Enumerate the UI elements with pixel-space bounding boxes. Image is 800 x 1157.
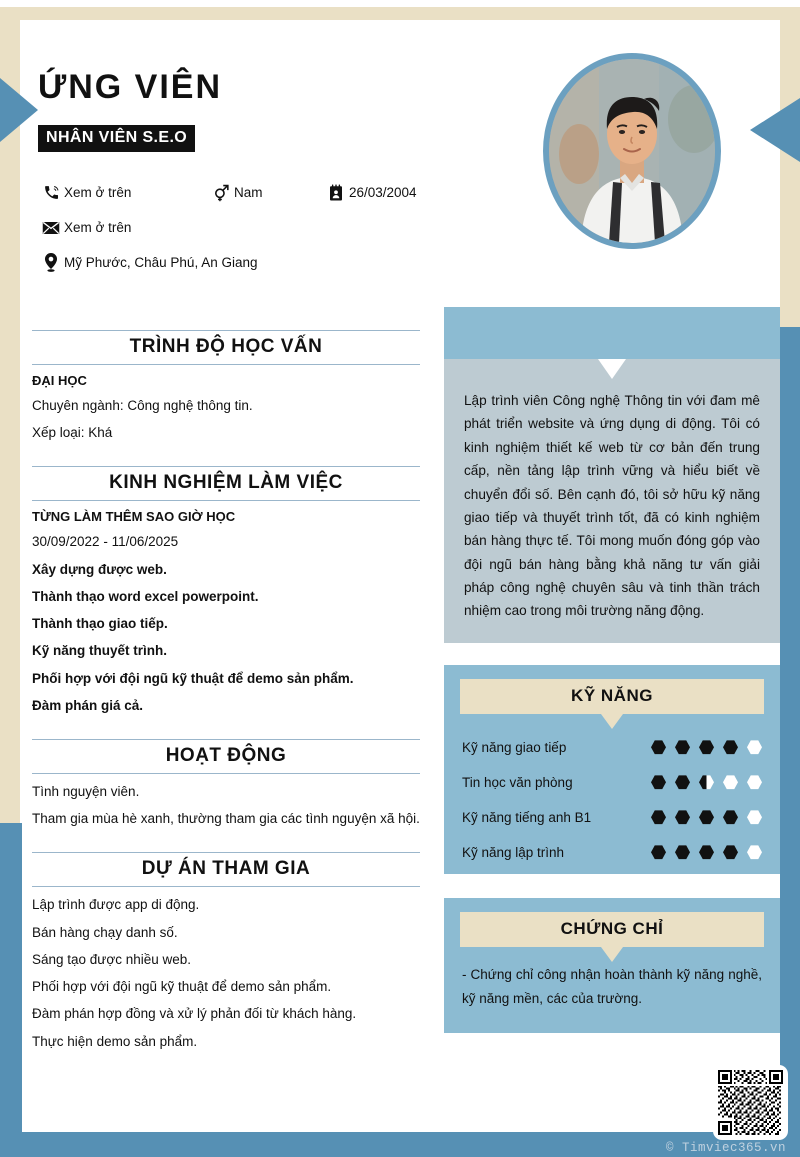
rating-hex-icon xyxy=(723,810,738,825)
contact-phone xyxy=(38,184,208,201)
contact-row-2 xyxy=(38,210,558,245)
job-title-badge: NHÂN VIÊN S.E.O xyxy=(38,125,195,152)
experience-date-range: 30/09/2022 - 11/06/2025 xyxy=(32,534,179,550)
objective-text: Lập trình viên Công nghệ Thông tin với đam mê phát triển website và ứng dụng di động. Tôi có kinh nghiệm thiết kế web từ cơ bản đến trung cấp, nền tảng lập trình vững và hiểu biết về chuyển đổi số. Bên cạnh đó, tôi sở hữu kỹ năng giao tiếp và thuyết trình tốt, đã có kinh nghiệm bán hàng thực tế. Tôi mong muốn đóng góp vào đội ngũ bán hàng bằng khả năng tư vấn giải pháp công nghệ chuyên sâu và tinh thần trách nhiệm cao trong môi trường năng động. xyxy=(464,393,760,619)
rating-hex-icon xyxy=(675,845,690,860)
gender-icon xyxy=(208,183,234,202)
rating-hex-icon xyxy=(723,845,738,860)
skill-label: Kỹ năng tiếng anh B1 xyxy=(462,809,592,825)
education-line: Chuyên ngành: Công nghệ thông tin. xyxy=(32,398,253,413)
rating-hex-icon xyxy=(651,810,666,825)
certificates-title-wrap xyxy=(444,898,780,947)
rating-hex-icon xyxy=(699,810,714,825)
contact-dob-label: 26/03/2004 xyxy=(349,185,417,200)
certificates-body xyxy=(444,963,780,1026)
education-degree: ĐẠI HỌC xyxy=(32,373,87,388)
rating-hex-icon xyxy=(699,775,714,790)
rating-hex-icon xyxy=(699,845,714,860)
envelope-icon xyxy=(38,221,64,235)
rating-hex-icon xyxy=(699,740,714,755)
id-card-icon xyxy=(323,184,349,202)
rating-hex-icon xyxy=(651,775,666,790)
rating-hex-icon xyxy=(651,740,666,755)
left-blue-strip xyxy=(0,823,22,1157)
contact-info-group xyxy=(38,175,558,280)
activities-section xyxy=(32,739,420,828)
skill-row xyxy=(462,845,762,860)
certificates-text: - Chứng chỉ công nhận hoàn thành kỹ năng nghề, kỹ năng mền, các của trường. xyxy=(462,966,762,1007)
skills-notch-icon xyxy=(601,714,623,729)
experience-bullet: Phối hợp với đội ngũ kỹ thuật để demo sản phẩm. xyxy=(32,670,354,686)
location-pin-icon xyxy=(38,253,64,272)
education-title: TRÌNH ĐỘ HỌC VẤN xyxy=(32,330,420,365)
education-line: Xếp loại: Khá xyxy=(32,425,113,441)
skills-list xyxy=(444,714,780,874)
experience-bullet: Thành thạo giao tiếp. xyxy=(32,616,168,632)
watermark: © Timviec365.vn xyxy=(665,1141,786,1155)
contact-email-label: Xem ở trên xyxy=(64,220,132,235)
projects-title: DỰ ÁN THAM GIA xyxy=(32,852,420,887)
phone-icon xyxy=(38,184,64,201)
top-white-strip xyxy=(0,0,800,7)
experience-title: KINH NGHIỆM LÀM VIỆC xyxy=(32,466,420,501)
contact-gender-label: Nam xyxy=(234,185,263,200)
experience-position: TỪNG LÀM THÊM SAO GIỜ HỌC xyxy=(32,509,236,525)
rating-hex-icon xyxy=(675,810,690,825)
experience-bullet: Thành thạo word excel powerpoint. xyxy=(32,588,259,604)
skill-row xyxy=(462,775,762,790)
skill-rating-dots xyxy=(651,845,762,860)
objective-notch-icon xyxy=(598,359,626,379)
rating-hex-icon xyxy=(723,775,738,790)
objective-body xyxy=(444,359,780,643)
activities-title: HOẠT ĐỘNG xyxy=(32,739,420,774)
experience-bullet: Xây dựng được web. xyxy=(32,561,167,577)
skills-section xyxy=(444,665,780,874)
certificates-notch-icon xyxy=(601,947,623,962)
contact-address xyxy=(38,253,258,272)
objective-section xyxy=(444,307,780,643)
projects-line: Sáng tạo được nhiều web. xyxy=(32,951,191,967)
skills-title-wrap xyxy=(444,665,780,714)
experience-bullet: Đàm phán giá cả. xyxy=(32,697,144,713)
skill-label: Kỹ năng lập trình xyxy=(462,844,565,860)
contact-email xyxy=(38,220,131,235)
activities-line: Tình nguyện viên. xyxy=(32,783,140,799)
candidate-name: ỨNG VIÊN xyxy=(38,68,223,106)
contact-address-label: Mỹ Phước, Châu Phú, An Giang xyxy=(64,255,258,270)
skills-title: KỸ NĂNG xyxy=(460,679,764,714)
cv-header xyxy=(20,20,780,290)
rating-hex-icon xyxy=(747,740,762,755)
certificates-section xyxy=(444,898,780,1034)
avatar xyxy=(543,53,721,249)
rating-hex-icon xyxy=(747,845,762,860)
rating-hex-icon xyxy=(651,845,666,860)
activities-line: Tham gia mùa hè xanh, thường tham gia các tình nguyện xã hội. xyxy=(32,811,420,827)
certificates-title: CHỨNG CHỈ xyxy=(460,912,764,947)
skill-row xyxy=(462,810,762,825)
projects-line: Phối hợp với đội ngũ kỹ thuật để demo sản phẩm. xyxy=(32,979,332,995)
experience-section xyxy=(32,466,420,715)
right-blue-strip xyxy=(780,327,800,1157)
projects-line: Lập trình được app di động. xyxy=(32,897,200,913)
skill-rating-dots xyxy=(651,810,762,825)
contact-row-1 xyxy=(38,175,558,210)
rating-hex-icon xyxy=(675,775,690,790)
projects-section xyxy=(32,852,420,1050)
contact-gender xyxy=(208,183,323,202)
skill-rating-dots xyxy=(651,775,762,790)
objective-header-band xyxy=(444,307,780,359)
qr-code-icon[interactable] xyxy=(713,1065,788,1140)
rating-hex-icon xyxy=(747,810,762,825)
rating-hex-icon xyxy=(675,740,690,755)
contact-dob xyxy=(323,184,417,202)
contact-row-3 xyxy=(38,245,558,280)
contact-phone-label: Xem ở trên xyxy=(64,185,132,200)
experience-bullet: Kỹ năng thuyết trình. xyxy=(32,643,167,659)
projects-line: Thực hiện demo sản phẩm. xyxy=(32,1033,198,1049)
rating-hex-icon xyxy=(723,740,738,755)
projects-line: Bán hàng chạy danh số. xyxy=(32,924,178,940)
rating-hex-icon xyxy=(747,775,762,790)
education-section xyxy=(32,330,420,442)
projects-line: Đàm phán hợp đồng và xử lý phản đối từ khách hàng. xyxy=(32,1006,357,1022)
left-column xyxy=(32,330,420,1075)
skill-label: Tin học văn phòng xyxy=(462,774,573,790)
skill-label: Kỹ năng giao tiếp xyxy=(462,739,567,755)
skill-row xyxy=(462,740,762,755)
skill-rating-dots xyxy=(651,740,762,755)
right-column xyxy=(444,307,780,1033)
